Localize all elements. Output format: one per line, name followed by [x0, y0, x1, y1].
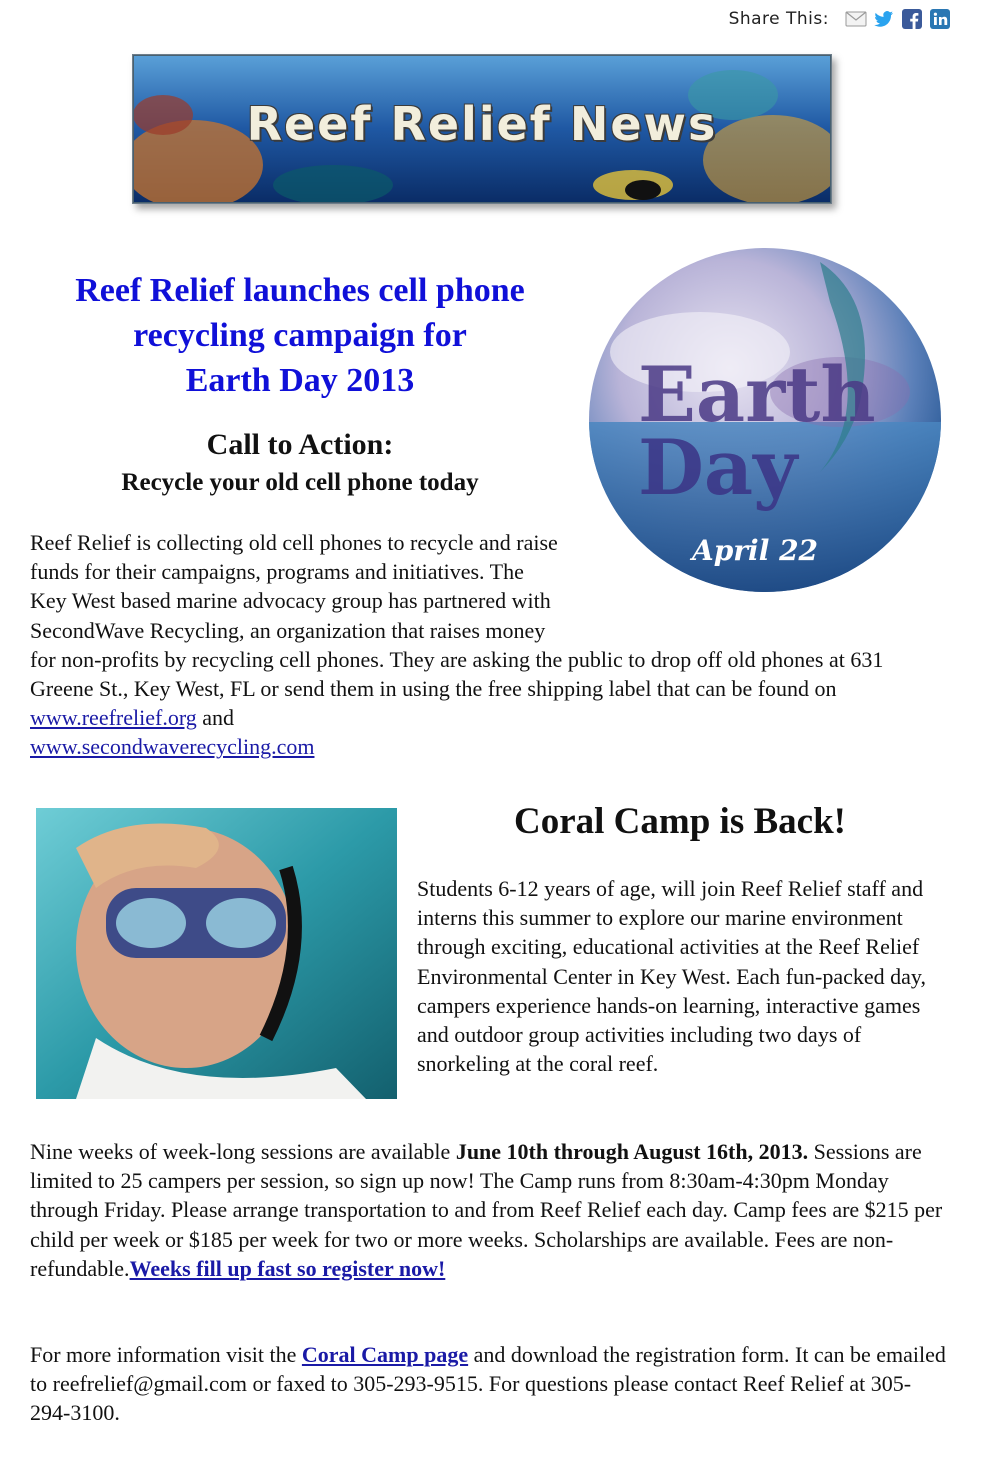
headline-line: Reef Relief launches cell phone — [75, 272, 525, 309]
info-pre: For more information visit the — [30, 1342, 297, 1367]
call-to-action-heading: Call to Action: — [206, 428, 394, 461]
recycle-subheading: Recycle your old cell phone today — [121, 469, 479, 496]
secondwave-link[interactable]: www.secondwaverecycling.com — [30, 734, 315, 760]
coral-camp-description: Students 6-12 years of age, will join Reef Relief staff and interns this summer to explore our marine environment through exciting, educational activities at the Reef Relief Environmental Center in Key West. Each fun-packed day, campers experience hands-on learning, interactive games and outdoor group activities including two days of snorkeling at the coral reef. — [417, 876, 926, 1077]
reefrelief-link[interactable]: www.reefrelief.org — [30, 705, 197, 731]
banner-title: Reef Relief News — [246, 97, 718, 151]
headline-line: Earth Day 2013 — [185, 362, 415, 399]
article-headline — [30, 268, 570, 403]
facebook-icon[interactable] — [901, 8, 923, 30]
newsletter-banner — [132, 54, 832, 204]
share-bar — [729, 8, 951, 30]
coral-camp-title: Coral Camp is Back! — [514, 801, 846, 842]
twitter-icon[interactable] — [873, 8, 895, 30]
coral-camp-page-link[interactable]: Coral Camp page — [301, 1342, 469, 1367]
coral-camp-info — [30, 1340, 950, 1428]
email-icon[interactable] — [845, 8, 867, 30]
sessions-details: Sessions are limited to 25 campers per session, so sign up now! The Camp runs from 8:30am-4:30pm Monday through Friday. Please arrange transportation to and from Reef Relief each day. Camp fees are $215 per child per week or $185 per week for two or more weeks. Scholarships are available. Fees are non-refundable. — [30, 1139, 943, 1281]
earth-day-title-1: Earth — [638, 350, 876, 439]
linkedin-icon[interactable] — [929, 8, 951, 30]
info-post: and download the registration form. It can be emailed to reefrelief@gmail.com or faxed to 305-293-9515. For questions please contact Reef Relief at 305-294-3100. — [30, 1342, 946, 1426]
headline-line: recycling campaign for — [133, 317, 467, 354]
sessions-intro: Nine weeks of week-long sessions are available — [30, 1139, 451, 1164]
article-body — [30, 528, 930, 762]
and-text: and — [202, 705, 235, 731]
snorkeler-photo — [36, 808, 397, 1099]
share-label: Share This: — [728, 9, 829, 29]
coral-camp-sessions — [30, 1137, 950, 1283]
earth-day-date: April 22 — [692, 534, 819, 567]
earth-day-title-2: Day — [638, 423, 798, 512]
sessions-dates: June 10th through August 16th, 2013. — [455, 1139, 809, 1164]
article-body-text: Reef Relief is collecting old cell phones to recycle and raise funds for their campaigns, programs and initiatives. The Key West based marine advocacy group has partnered with SecondWave Recycling, an organization that raises money for non-profits by recycling cell phones. They are asking the public to drop off old phones at 631 Greene St., Key West, FL or send them in using the free shipping label that can be found on — [30, 530, 884, 702]
register-link[interactable]: Weeks fill up fast so register now! — [129, 1255, 446, 1281]
